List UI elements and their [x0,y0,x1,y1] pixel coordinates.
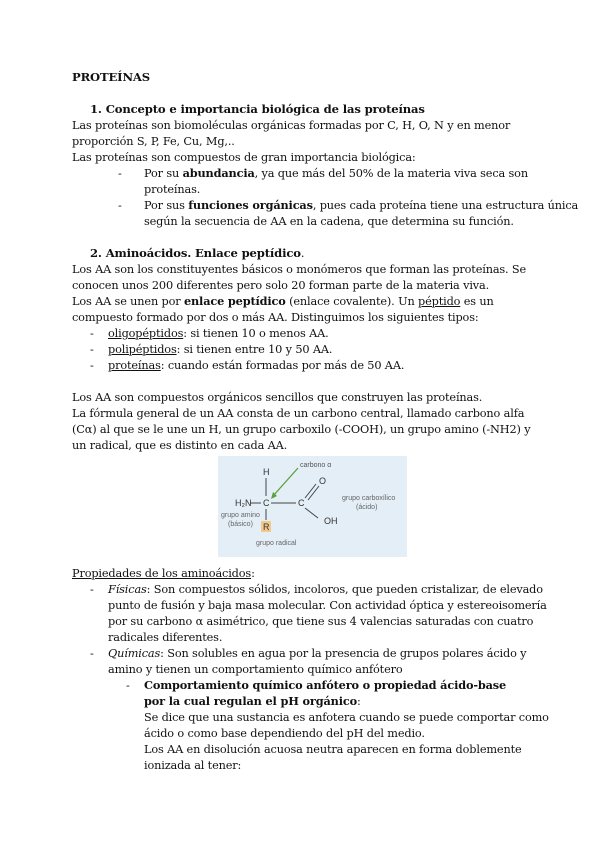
s2-paragraph-4-line-3: un radical, que es distinto en cada AA. [72,439,288,452]
bullet-dash: - [90,583,94,596]
s2-paragraph-2-line-1: Los AA se unen por enlace peptídico (enlace covalente). Un péptido es un [72,294,494,308]
amphoteric-heading-line-1: Comportamiento químico anfótero o propiedad ácido-base [144,678,507,692]
radical-atom-label: R [263,522,270,532]
bullet-dash: - [90,343,94,356]
section-1-heading: 1. Concepto e importancia biológica de las proteínas [90,102,425,116]
s2-paragraph-2-line-2: compuesto formado por dos o más AA. Distinguimos los siguientes tipos: [72,311,479,324]
s2-paragraph-3: Los AA son compuestos orgánicos sencillos que construyen las proteínas. [72,391,483,404]
s1-paragraph-1-line-2: proporción S, P, Fe, Cu, Mg,.. [72,135,235,148]
physical-properties-line-1: Físicas: Son compuestos sólidos, incoloros, que pueden cristalizar, de elevado [108,583,543,596]
chemical-properties-line-2: amino y tienen un comportamiento químico anfótero [108,663,403,676]
s1-paragraph-2: Las proteínas son compuestos de gran importancia biológica: [72,151,416,164]
carboxyl-group-caption-line-2: (ácido) [356,504,378,511]
carboxyl-group-caption-line-1: grupo carboxílico [342,495,396,502]
type-polipeptidos: polipéptidos: si tienen entre 10 y 50 AA. [108,343,333,356]
bullet-dash: - [90,647,94,660]
radical-group-caption: grupo radical [256,540,297,547]
s2-paragraph-4-line-1: La fórmula general de un AA consta de un carbono central, llamado carbono alfa [72,407,525,420]
hydrogen-atom-label: H [263,467,270,477]
s1-bullet-abundancia: Por su abundancia, ya que más del 50% de la materia viva seca son [144,166,528,180]
oxygen-atom-label: O [319,476,327,486]
amino-group-caption-line-1: grupo amino [221,512,260,519]
chemical-properties-line-1: Químicas: Son solubles en agua por la presencia de grupos polares ácido y [108,647,527,660]
alpha-carbon-atom-label: C [263,498,270,508]
s1-bullet-funciones: Por sus funciones orgánicas, pues cada proteína tiene una estructura única [144,198,579,212]
amphoteric-heading-line-2: por la cual regulan el pH orgánico: [144,694,361,708]
physical-properties-line-4: radicales diferentes. [108,631,223,644]
amino-acid-structure-figure [218,456,407,557]
s1-paragraph-1-line-1: Las proteínas son biomoléculas orgánicas formadas por C, H, O, N y en menor [72,119,511,132]
page-title: PROTEÍNAS [72,70,150,84]
hydroxyl-atom-label: OH [324,516,338,526]
amino-group-atom-label: H₂N [235,498,252,508]
bullet-dash: - [118,199,122,212]
s1-bullet-funciones-line-2: según la secuencia de AA en la cadena, que determina su función. [144,215,514,228]
bullet-dash: - [90,327,94,340]
physical-properties-line-3: por su carbono α asimétrico, que tiene sus 4 valencias saturadas con cuatro [108,615,534,628]
s1-bullet-abundancia-line-2: proteínas. [144,183,201,196]
amphoteric-paragraph-2-line-2: ionizada al tener: [144,759,242,772]
type-proteinas: proteínas: cuando están formadas por más de 50 AA. [108,359,405,372]
amphoteric-paragraph-1-line-2: ácido o como base dependiendo del pH del medio. [144,727,425,740]
s2-paragraph-4-line-2: (Cα) al que se le une un H, un grupo carboxilo (-COOH), un grupo amino (-NH2) y [72,423,531,436]
properties-heading: Propiedades de los aminoácidos: [72,567,255,580]
s2-paragraph-1-line-1: Los AA son los constituyentes básicos o monómeros que forman las proteínas. Se [72,263,527,276]
amino-group-caption-line-2: (básico) [228,521,253,528]
amphoteric-paragraph-2-line-1: Los AA en disolución acuosa neutra aparecen en forma doblemente [144,743,522,756]
bullet-dash: - [90,359,94,372]
section-2-heading: 2. Aminoácidos. Enlace peptídico. [90,246,305,260]
bullet-dash: - [126,679,130,692]
carbono-alfa-caption: carbono α [300,462,332,469]
type-oligopeptidos: oligopéptidos: si tienen 10 o menos AA. [108,327,329,340]
bullet-dash: - [118,167,122,180]
physical-properties-line-2: punto de fusión y baja masa molecular. Con actividad óptica y estereoisomería [108,599,547,612]
amphoteric-paragraph-1-line-1: Se dice que una sustancia es anfotera cuando se puede comportar como [144,711,549,724]
s2-paragraph-1-line-2: conocen unos 200 diferentes pero solo 20 forman parte de la materia viva. [72,279,490,292]
carboxyl-carbon-atom-label: C [298,498,305,508]
